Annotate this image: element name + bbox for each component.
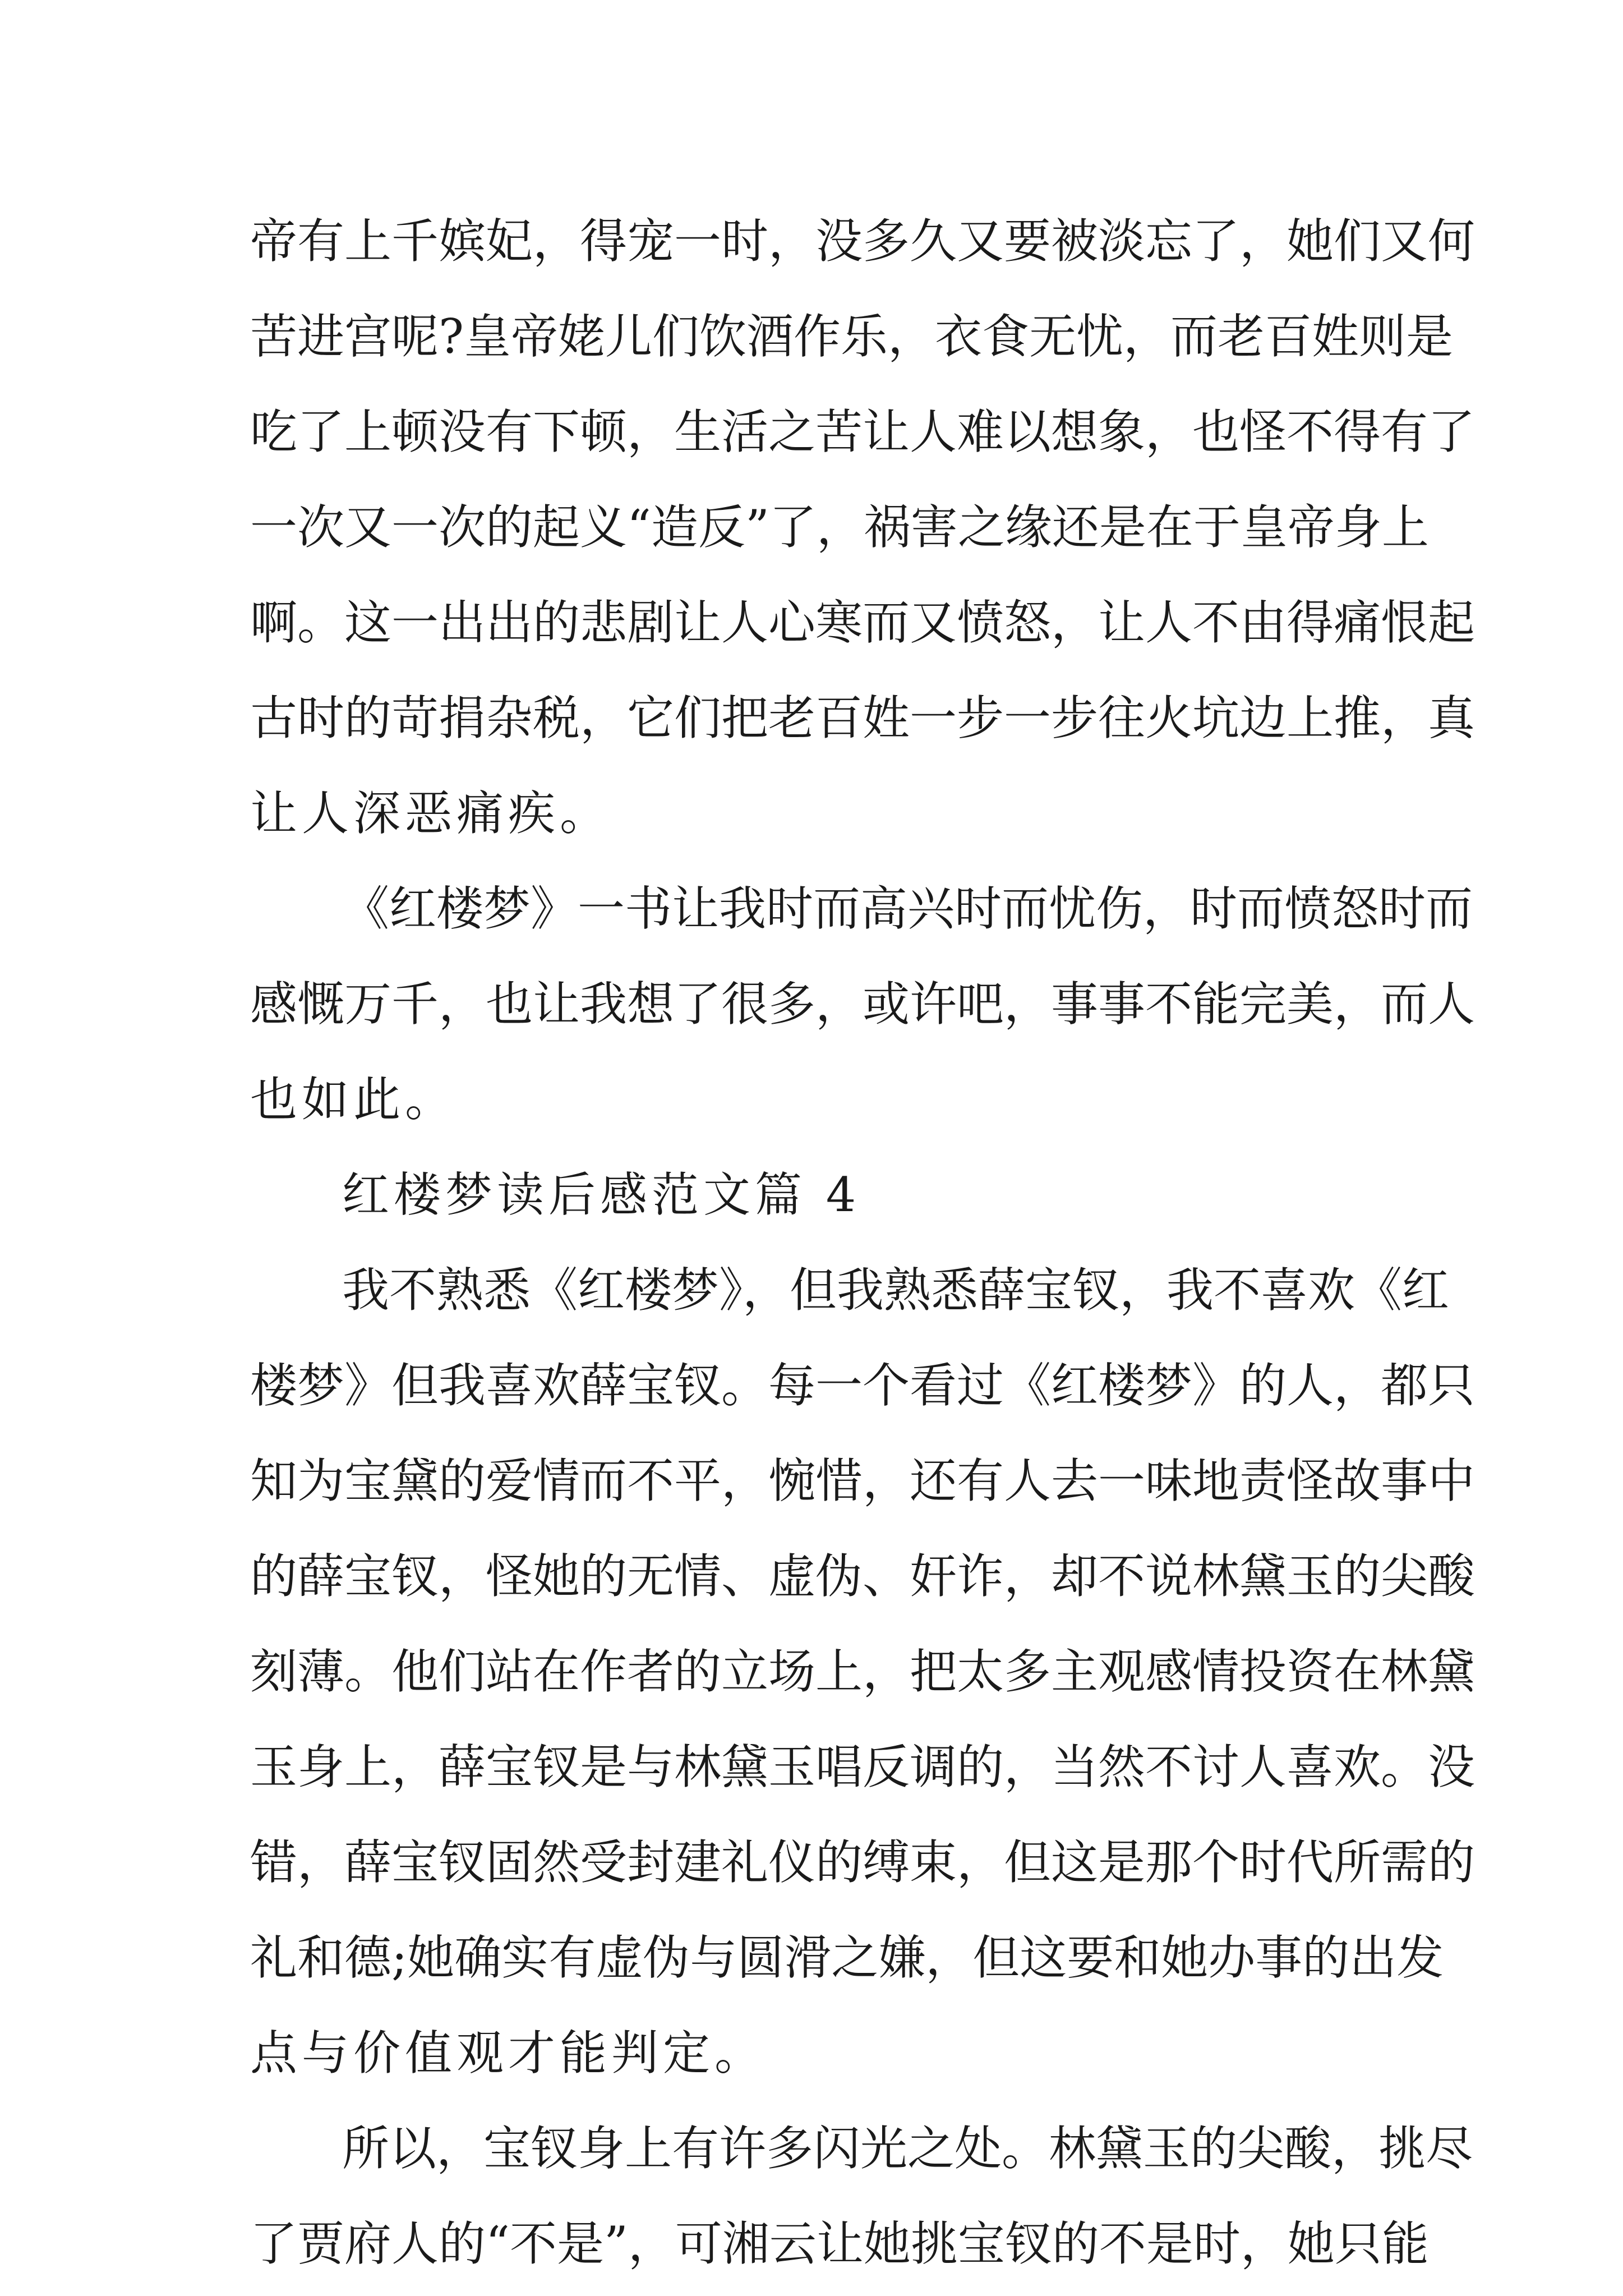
text-line: 的薛宝钗，怪她的无情、虚伪、奸诈，却不说林黛玉的尖酸 bbox=[250, 1549, 1476, 1604]
text-line: 知为宝黛的爱情而不平，惋惜，还有人去一味地责怪故事中 bbox=[250, 1453, 1476, 1508]
text-line: 玉身上，薛宝钗是与林黛玉唱反调的，当然不讨人喜欢。没 bbox=[250, 1740, 1476, 1795]
text-line: 苦进宫呢?皇帝姥儿们饮酒作乐，衣食无忧，而老百姓则是 bbox=[250, 309, 1454, 364]
text-line: 感慨万千，也让我想了很多，或许吧，事事不能完美，而人 bbox=[250, 977, 1476, 1032]
section-heading: 红楼梦读后感范文篇 4 bbox=[342, 1167, 861, 1222]
text-line: 一次又一次的起义“造反”了，祸害之缘还是在于皇帝身上 bbox=[250, 500, 1429, 555]
paragraph-first-line: 《红楼梦》一书让我时而高兴时而忧伤，时而愤怒时而 bbox=[342, 881, 1473, 936]
text-line: 帝有上千嫔妃，得宠一时，没多久又要被淡忘了，她们又何 bbox=[250, 214, 1476, 269]
text-line: 礼和德;她确实有虚伪与圆滑之嫌，但这要和她办事的出发 bbox=[250, 1930, 1444, 1985]
text-line: 点与价值观才能判定。 bbox=[250, 2026, 767, 2081]
text-line: 也如此。 bbox=[250, 1072, 457, 1127]
text-line: 刻薄。他们站在作者的立场上，把太多主观感情投资在林黛 bbox=[250, 1644, 1476, 1699]
text-line: 了贾府人的“不是”，可湘云让她挑宝钗的不是时，她只能 bbox=[250, 2216, 1429, 2271]
text-line: 吃了上顿没有下顿，生活之苦让人难以想象，也怪不得有了 bbox=[250, 404, 1476, 459]
text-line: 楼梦》但我喜欢薛宝钗。每一个看过《红楼梦》的人，都只 bbox=[250, 1358, 1476, 1413]
text-line: 啊。这一出出的悲剧让人心寒而又愤怒，让人不由得痛恨起 bbox=[250, 595, 1476, 650]
text-line: 错，薛宝钗固然受封建礼仪的缚束，但这是那个时代所需的 bbox=[250, 1835, 1476, 1890]
paragraph-first-line: 我不熟悉《红楼梦》，但我熟悉薛宝钗，我不喜欢《红 bbox=[342, 1263, 1450, 1318]
paragraph-first-line: 所以，宝钗身上有许多闪光之处。林黛玉的尖酸，挑尽 bbox=[342, 2121, 1473, 2176]
text-line: 古时的苛捐杂税，它们把老百姓一步一步往火坑边上推，真 bbox=[250, 691, 1476, 746]
text-line: 让人深恶痛疾。 bbox=[250, 786, 612, 841]
